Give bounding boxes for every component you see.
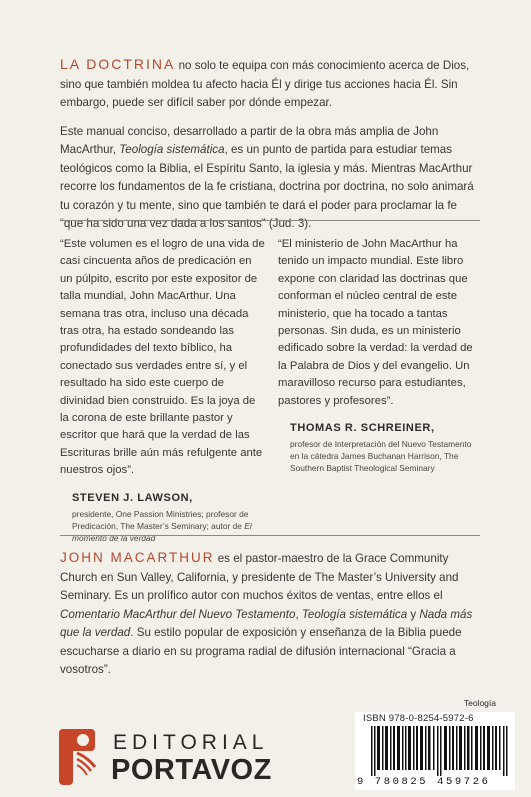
intro-paragraph-1: [60, 55, 480, 113]
intro-book-title: Teología sistemática: [119, 143, 225, 156]
barcode-icon: [371, 726, 509, 776]
intro-lead-rest: no solo te equipa con más conocimiento acerca de Dios, sino que también moldea tu afecto hacia Él y dirige tus acciones hacia Él. Sin embargo, puede ser difícil saber por dónde empezar.: [60, 59, 470, 109]
quote-role-right: profesor de Interpretación del Nuevo Testamento en la cátedra James Buchanan Harrison, The Southern Baptist Theological Seminary: [290, 439, 472, 474]
bio-text-d: . Su estilo popular de exposición y enseñanza de la Biblia puede escucharse a diario en su programa radial de difusión internacional “Gracia a vosotros”.: [60, 626, 462, 676]
intro-paragraph-2: [60, 123, 480, 234]
quote-role-left-title: El momento de la verdad: [72, 521, 252, 544]
barcode-number: 9 780825 459726: [357, 776, 491, 788]
isbn-label: ISBN 978-0-8254-5972-6: [363, 713, 474, 724]
endorsement-lawson: [60, 236, 265, 544]
publisher-logo: [55, 727, 305, 787]
publisher-line2: PORTAVOZ: [111, 754, 272, 786]
quote-text-right: “El ministerio de John MacArthur ha tenido un impacto mundial. Este libro expone con claridad las doctrinas que conforman el núcleo central de este ministerio, que ha tocado a tantas personas. Sin duda, es un ministerio edificado sobre la verdad: la verdad de la Palabra de Dios y del evangelio. Un maravilloso recurso para estudiantes, pastores y profesores”.: [278, 238, 473, 407]
quote-text-left: “Este volumen es el logro de una vida de casi cincuenta años de predicación en un púlpito, escrito por este expositor de talla mundial, John MacArthur. Una semana tras otra, incluso una década tras otra, ha estado sondeando las profundidades del texto bíblico, ha conectado sus verdades entre sí, y el resultado ha sido este cuerpo de divinidad bien construido. Es la joya de la corona de este brillante pastor y escritor que hará que la verdad de las Escrituras brille aún más refulgente ante nuestros ojos”.: [60, 238, 265, 477]
barcode-area: [355, 712, 515, 790]
author-bio: [60, 549, 480, 680]
intro-para2-a: Este manual conciso, desarrollado a partir de la obra más amplia de John MacArthur,: [60, 124, 439, 156]
portavoz-logo-icon: [55, 727, 103, 787]
quote-role-left-a: presidente, One Passion Ministries; profesor de Predicación, The Master’s Seminary; autor de: [72, 509, 249, 532]
quote-author-right: THOMAS R. SCHREINER,: [290, 422, 435, 435]
divider-top: [60, 220, 480, 221]
publisher-line1: EDITORIAL: [113, 731, 269, 754]
intro-para2-b: , es un punto de partida para estudiar temas teológicos como la Biblia, el Espíritu Santo, la iglesia y más. Mientras MacArthur recorre los fundamentos de la fe cristiana, doctrina por doctrina, no solo animará tu corazón y tu mente, sino que también te dará el poder para proclamar la fe “que ha sido una vez dada a los santos” (Jud. 3).: [60, 143, 474, 230]
endorsement-schreiner: [278, 236, 483, 474]
divider-bottom: [60, 535, 480, 536]
quote-role-left: [72, 508, 265, 544]
bio-title-2: Teología sistemática: [301, 607, 408, 621]
bio-lead-word: JOHN MACARTHUR: [60, 550, 215, 565]
bio-title-1: Comentario MacArthur del Nuevo Testamento: [60, 607, 296, 621]
bio-text-a: es el pastor-maestro de la Grace Community Church en Sun Valley, California, y presidente de The Master’s University and Seminary. Es un prolífico autor con muchos éxitos de ventas, entre ellos el: [60, 552, 459, 602]
bio-title-3: Nada más que la verdad: [60, 607, 473, 639]
bio-text-c: y: [407, 607, 420, 621]
category-label: Teología: [463, 698, 496, 708]
bio-text-b: ,: [295, 607, 302, 621]
quote-author-left: STEVEN J. LAWSON,: [72, 491, 193, 504]
intro-section: [60, 55, 480, 244]
intro-lead-word: LA DOCTRINA: [60, 56, 176, 72]
